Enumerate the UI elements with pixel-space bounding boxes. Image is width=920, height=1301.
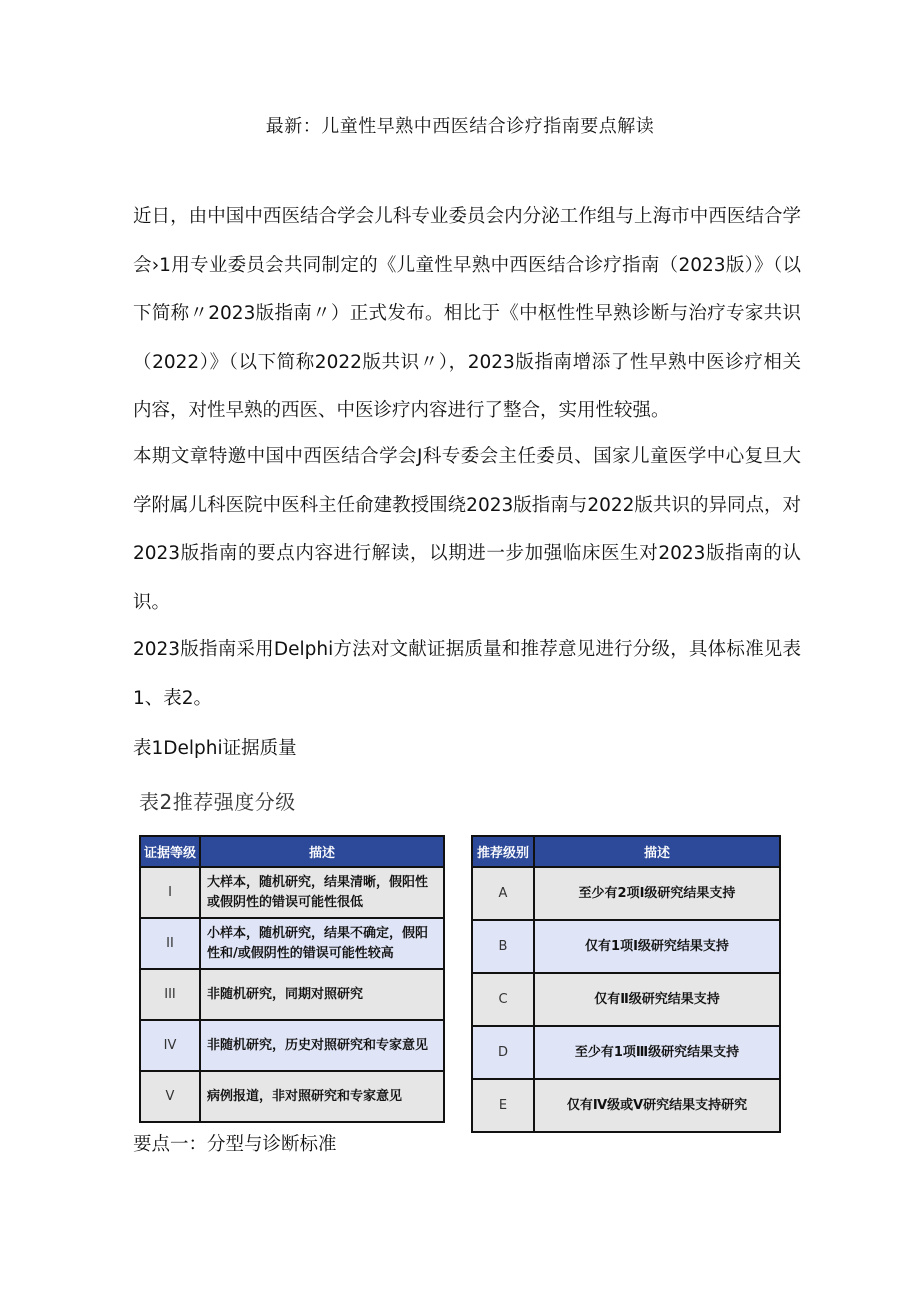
recommendation-desc-cell: 仅有Ⅳ级或Ⅴ研究结果支持研究 bbox=[534, 1079, 780, 1132]
table1-caption: 表1Delphi证据质量 bbox=[133, 738, 297, 759]
table-row bbox=[472, 1079, 780, 1132]
recommendation-desc-cell: 仅有1项Ⅰ级研究结果支持 bbox=[534, 920, 780, 973]
evidence-desc-cell: 非随机研究，同期对照研究 bbox=[200, 969, 444, 1020]
table2-caption: 表2推荐强度分级 bbox=[139, 790, 296, 814]
table-row bbox=[140, 1071, 444, 1122]
column-header-grade: 推荐级别 bbox=[472, 836, 534, 867]
evidence-desc-cell: 病例报道，非对照研究和专家意见 bbox=[200, 1071, 444, 1122]
recommendation-grade-cell: C bbox=[472, 973, 534, 1026]
table-row bbox=[140, 1020, 444, 1071]
recommendation-desc-cell: 仅有Ⅱ级研究结果支持 bbox=[534, 973, 780, 1026]
evidence-desc-cell: 非随机研究，历史对照研究和专家意见 bbox=[200, 1020, 444, 1071]
column-header-description: 描述 bbox=[534, 836, 780, 867]
recommendation-grade-cell: E bbox=[472, 1079, 534, 1132]
recommendation-grade-cell: A bbox=[472, 867, 534, 920]
evidence-quality-table bbox=[139, 835, 445, 1123]
evidence-desc-cell: 大样本，随机研究，结果清晰，假阳性或假阴性的错误可能性很低 bbox=[200, 867, 444, 918]
grading-method-paragraph: 2023版指南采用Delphi方法对文献证据质量和推荐意见进行分级，具体标准见表1、表2。 bbox=[133, 639, 801, 709]
page-title: 最新：儿童性早熟中西医结合诊疗指南要点解读 bbox=[265, 116, 655, 137]
table-row bbox=[140, 918, 444, 969]
table-row bbox=[472, 1026, 780, 1079]
table-row bbox=[140, 969, 444, 1020]
recommendation-desc-cell: 至少有1项Ⅲ级研究结果支持 bbox=[534, 1026, 780, 1079]
evidence-level-cell: III bbox=[140, 969, 200, 1020]
table-row bbox=[472, 973, 780, 1026]
column-header-level: 证据等级 bbox=[140, 836, 200, 867]
recommendation-strength-table bbox=[471, 835, 781, 1133]
table-header-row bbox=[472, 836, 780, 867]
table-row bbox=[472, 867, 780, 920]
evidence-level-cell: V bbox=[140, 1071, 200, 1122]
evidence-level-cell: I bbox=[140, 867, 200, 918]
evidence-desc-cell: 小样本，随机研究，结果不确定，假阳性和/或假阴性的错误可能性较高 bbox=[200, 918, 444, 969]
evidence-level-cell: II bbox=[140, 918, 200, 969]
intro-paragraph: 近日，由中国中西医结合学会儿科专业委员会内分泌工作组与上海市中西医结合学会›1用专业委员会共同制定的《儿童性早熟中西医结合诊疗指南（2023版）》（以下简称〃2023版指南〃）正式发布。相比于《中枢性性早熟诊断与治疗专家共识（2022）》（以下简称2022版共识〃），2023版指南增添了性早熟中医诊疗相关内容，对性早熟的西医、中医诊疗内容进行了整合，实用性较强。 bbox=[133, 206, 801, 421]
recommendation-desc-cell: 至少有2项I级研究结果支持 bbox=[534, 867, 780, 920]
column-header-description: 描述 bbox=[200, 836, 444, 867]
table-row bbox=[140, 867, 444, 918]
recommendation-grade-cell: B bbox=[472, 920, 534, 973]
recommendation-grade-cell: D bbox=[472, 1026, 534, 1079]
invited-expert-paragraph: 本期文章特邀中国中西医结合学会J科专委会主任委员、国家儿童医学中心复旦大学附属儿科医院中医科主任俞建教授围绕2023版指南与2022版共识的异同点，对2023版指南的要点内容进行解读，以期进一步加强临床医生对2023版指南的认识。 bbox=[133, 446, 801, 613]
table-row bbox=[472, 920, 780, 973]
table-header-row bbox=[140, 836, 444, 867]
evidence-level-cell: IV bbox=[140, 1020, 200, 1071]
section-heading-point-one: 要点一：分型与诊断标准 bbox=[133, 1134, 337, 1155]
